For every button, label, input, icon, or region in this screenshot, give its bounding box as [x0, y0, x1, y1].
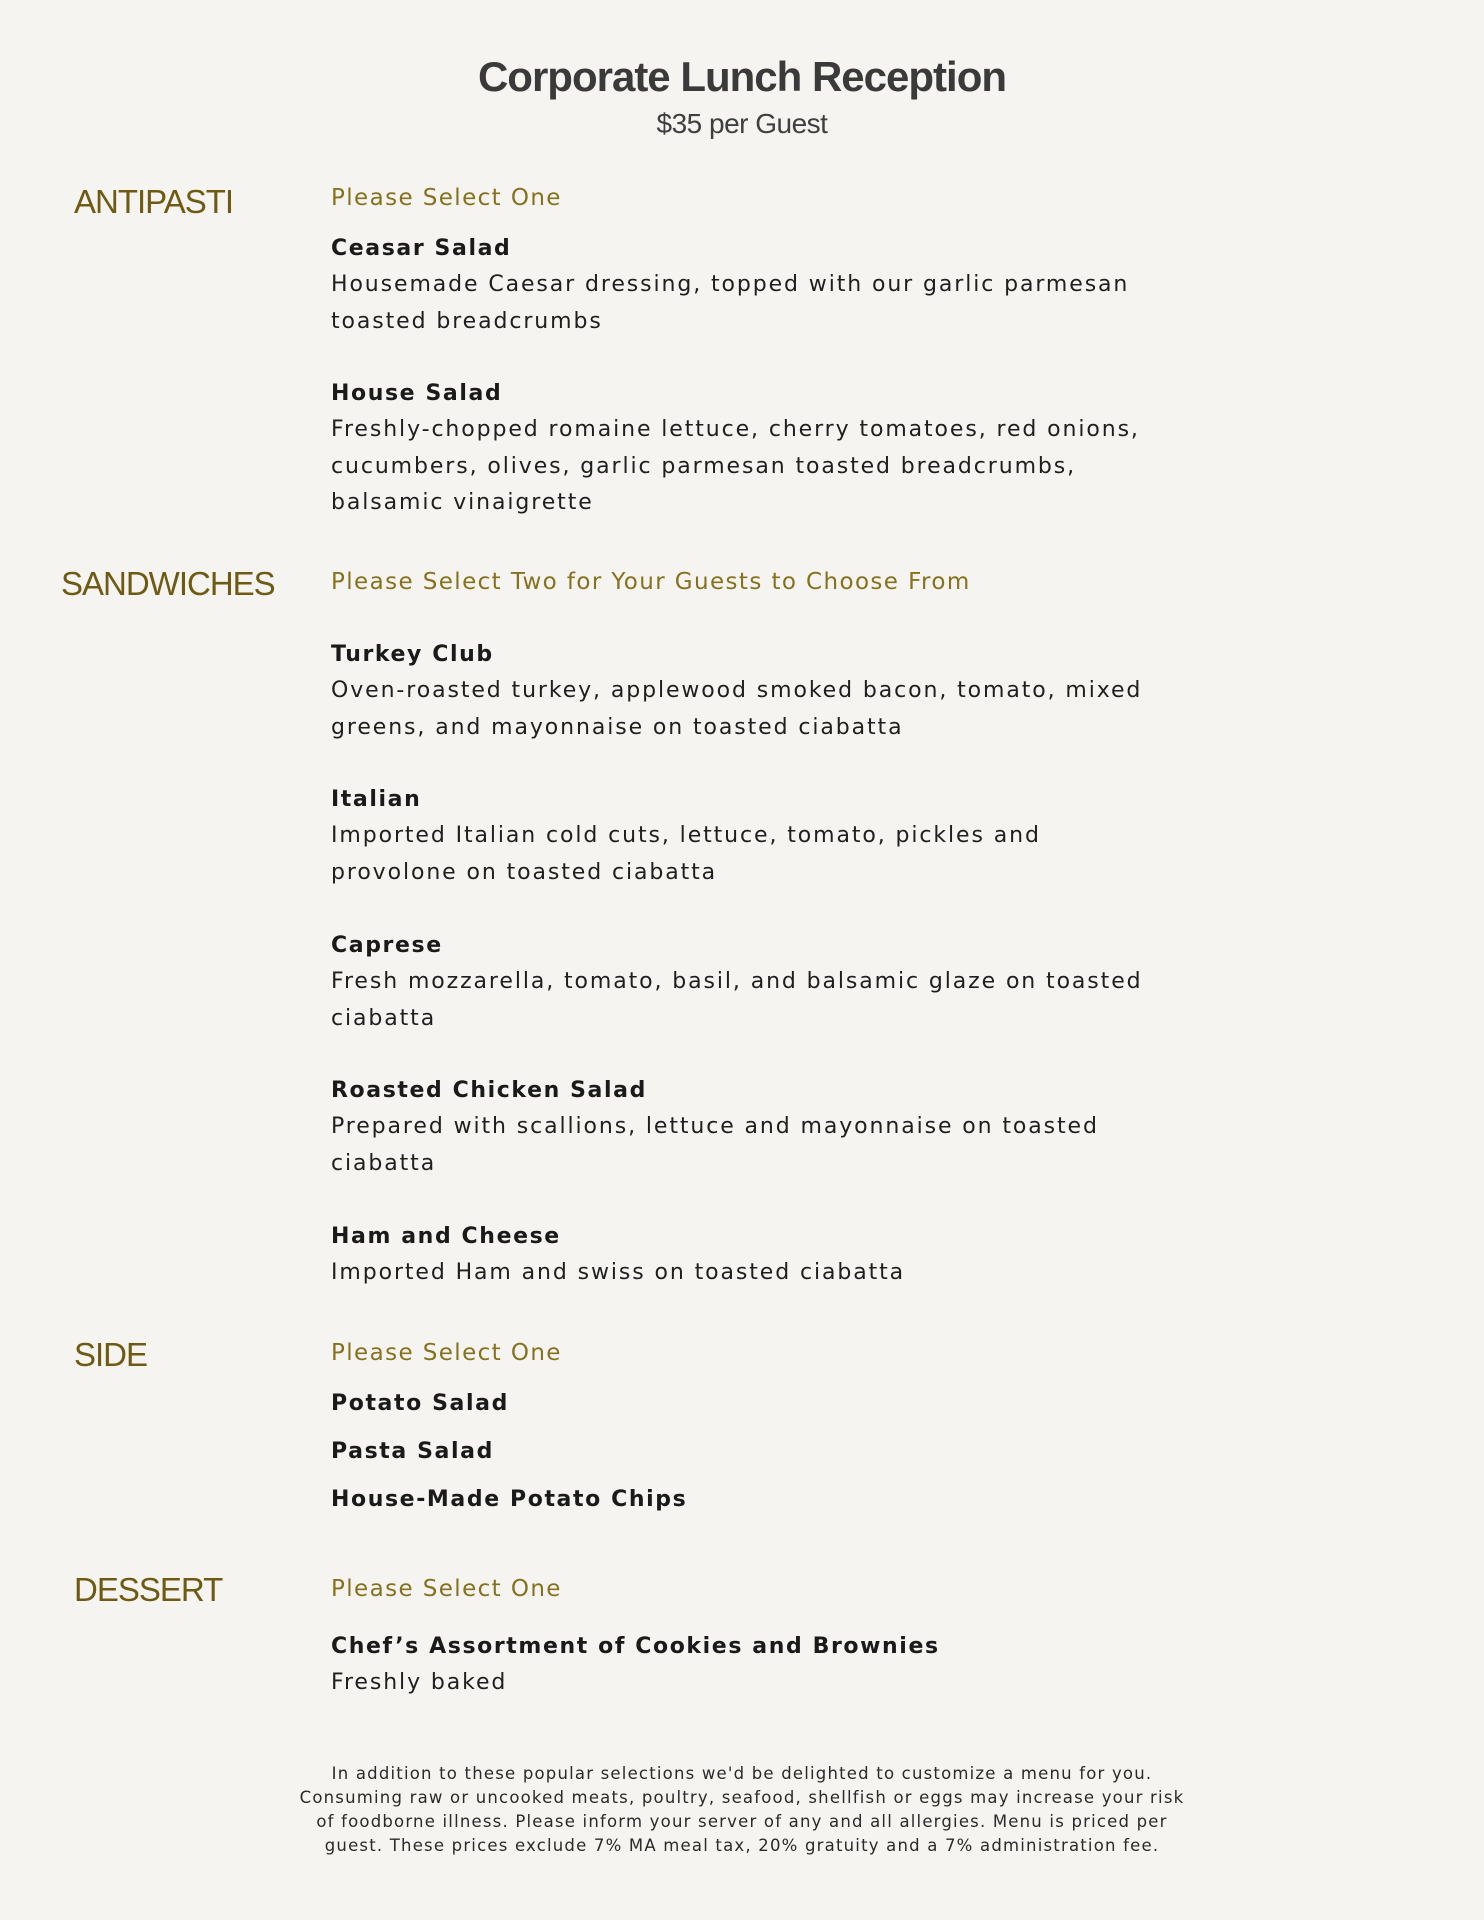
item-name: House Salad	[331, 381, 503, 406]
item-name: House-Made Potato Chips	[331, 1487, 688, 1512]
footer-line: of foodborne illness. Please inform your server of any and all allergies. Menu is priced per	[316, 1812, 1168, 1831]
menu-header	[0, 48, 1484, 142]
item-description: Housemade Caesar dressing, topped with our garlic parmesan	[331, 272, 1130, 297]
section-label-sandwiches: SANDWICHES	[61, 565, 275, 602]
item-description: Oven-roasted turkey, applewood smoked bacon, tomato, mixed	[331, 678, 1143, 703]
menu-item-ham-and-cheese	[331, 1219, 1331, 1292]
menu-item-italian	[331, 782, 1331, 891]
section-label-dessert: DESSERT	[74, 1571, 223, 1608]
footer-disclaimer	[200, 1762, 1284, 1858]
item-name: Ceasar Salad	[331, 236, 512, 261]
item-description: cucumbers, olives, garlic parmesan toasted breadcrumbs,	[331, 453, 1077, 479]
footer-line: Consuming raw or uncooked meats, poultry, seafood, shellfish or eggs may increase your risk	[299, 1788, 1185, 1807]
item-description: balsamic vinaigrette	[331, 490, 594, 515]
menu-item-house-made-potato-chips	[331, 1482, 1331, 1518]
menu-item-caprese	[331, 928, 1331, 1037]
price-per-guest: $35 per Guest	[656, 108, 828, 139]
section-label-side: SIDE	[74, 1336, 148, 1373]
item-description: ciabatta	[331, 1150, 437, 1176]
item-description: ciabatta	[331, 1005, 437, 1031]
antipasti-instruction: Please Select One	[331, 185, 562, 211]
item-description: Imported Ham and swiss on toasted ciabatta	[331, 1260, 906, 1285]
menu-item-potato-salad	[331, 1386, 1331, 1422]
item-description: Freshly baked	[331, 1670, 508, 1695]
menu-item-ceasar-salad	[331, 231, 1331, 340]
item-name: Ham and Cheese	[331, 1224, 561, 1249]
section-label-antipasti: ANTIPASTI	[74, 183, 234, 220]
item-name: Roasted Chicken Salad	[331, 1078, 647, 1103]
item-description: toasted breadcrumbs	[331, 308, 603, 334]
footer-line: In addition to these popular selections we'd be delighted to customize a menu for you.	[331, 1764, 1153, 1783]
page-title: Corporate Lunch Reception	[477, 53, 1007, 100]
menu-item-house-salad	[331, 376, 1331, 522]
sandwiches-instruction: Please Select Two for Your Guests to Choose From	[331, 569, 971, 595]
menu-item-turkey-club	[331, 637, 1331, 746]
item-description: greens, and mayonnaise on toasted ciabatta	[331, 714, 904, 740]
item-name: Potato Salad	[331, 1391, 509, 1416]
item-description: Fresh mozzarella, tomato, basil, and balsamic glaze on toasted	[331, 969, 1143, 994]
menu-item-pasta-salad	[331, 1434, 1331, 1470]
dessert-instruction: Please Select One	[331, 1576, 562, 1602]
menu-item-cookies-and-brownies	[331, 1629, 1331, 1702]
item-description: provolone on toasted ciabatta	[331, 859, 718, 885]
side-instruction: Please Select One	[331, 1340, 562, 1366]
item-name: Pasta Salad	[331, 1439, 494, 1464]
item-name: Turkey Club	[331, 642, 494, 667]
item-description: Imported Italian cold cuts, lettuce, tomato, pickles and	[331, 823, 1041, 848]
item-name: Italian	[331, 787, 422, 812]
item-description: Freshly-chopped romaine lettuce, cherry tomatoes, red onions,	[331, 417, 1140, 442]
item-name: Chef’s Assortment of Cookies and Brownies	[331, 1634, 940, 1659]
item-description: Prepared with scallions, lettuce and mayonnaise on toasted	[331, 1114, 1099, 1139]
item-name: Caprese	[331, 933, 443, 958]
footer-line: guest. These prices exclude 7% MA meal tax, 20% gratuity and a 7% administration fee.	[324, 1836, 1160, 1855]
menu-item-roasted-chicken-salad	[331, 1073, 1331, 1182]
